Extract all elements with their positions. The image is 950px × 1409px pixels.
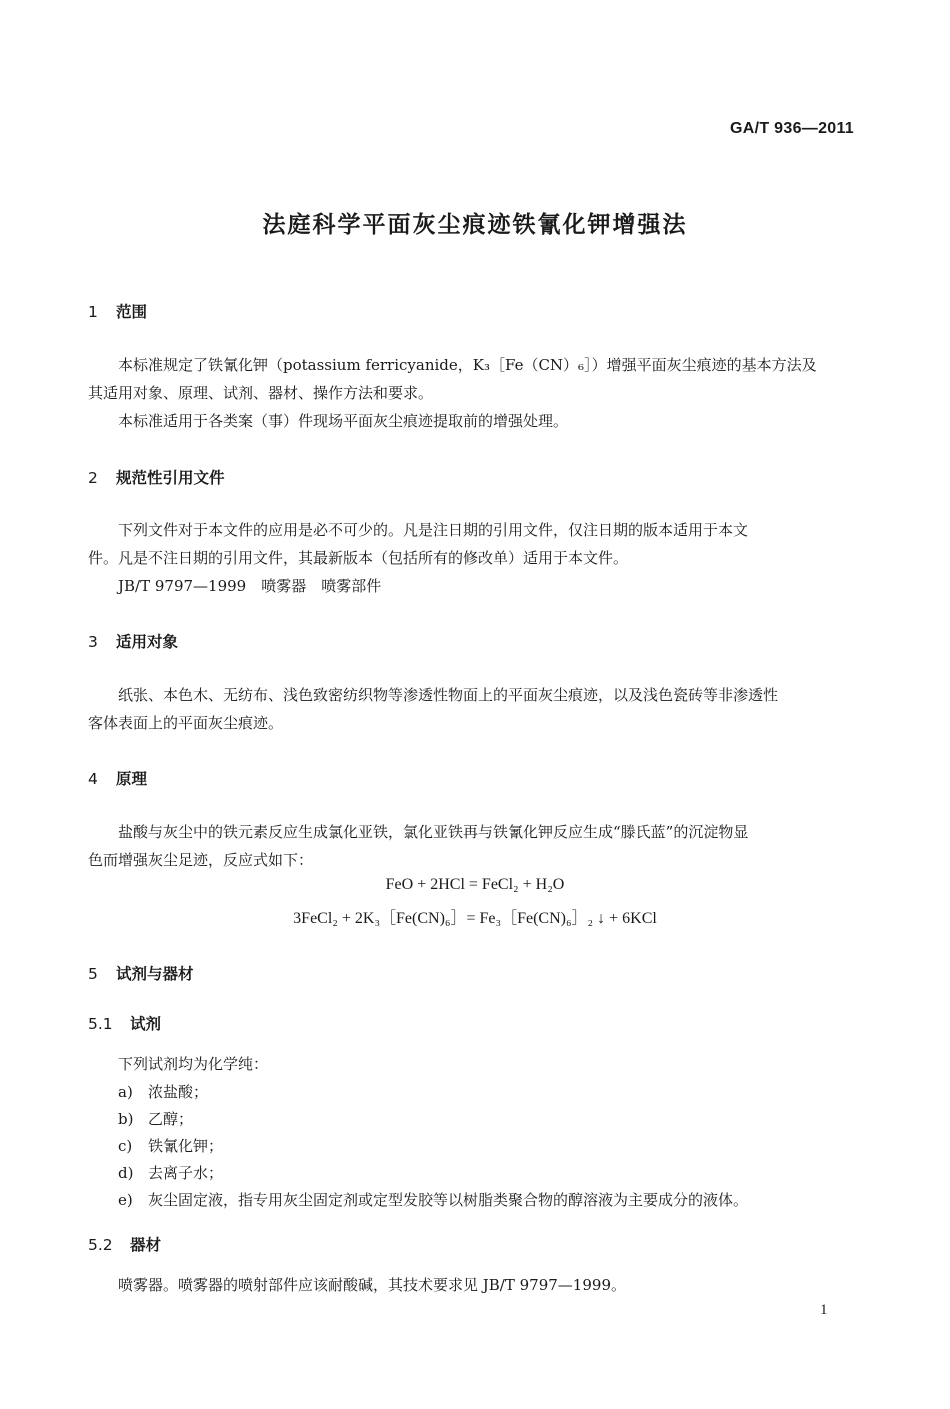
section-title: 试剂 bbox=[130, 1015, 162, 1033]
section-title: 范围 bbox=[116, 303, 148, 321]
normative-reference: JB/T 9797—1999 喷雾器 喷雾部件 bbox=[118, 577, 382, 595]
list-item bbox=[118, 1132, 223, 1160]
section-number: 4 bbox=[88, 770, 98, 788]
standard-code: GA/T 936—2011 bbox=[730, 120, 854, 137]
page-number: 1 bbox=[820, 1302, 828, 1318]
document-title: 法庭科学平面灰尘痕迹铁氰化钾增强法 bbox=[262, 212, 688, 238]
section-title: 适用对象 bbox=[116, 633, 179, 651]
list-item-text: 铁氰化钾； bbox=[148, 1137, 224, 1155]
section-number: 1 bbox=[88, 303, 98, 321]
paragraph-line: 下列文件对于本文件的应用是必不可少的。凡是注日期的引用文件，仅注日期的版本适用于本文 bbox=[118, 521, 749, 539]
paragraph-line: 本标准适用于各类案（事）件现场平面灰尘痕迹提取前的增强处理。 bbox=[118, 412, 569, 430]
section-2-heading bbox=[88, 466, 225, 488]
list-item bbox=[118, 1159, 223, 1187]
section-3-heading bbox=[88, 630, 178, 652]
list-item-label: c) bbox=[118, 1137, 133, 1155]
section-number: 5.1 bbox=[88, 1015, 113, 1033]
list-item-label: d) bbox=[118, 1164, 134, 1182]
section-number: 3 bbox=[88, 633, 98, 651]
paragraph-line: 盐酸与灰尘中的铁元素反应生成氯化亚铁，氯化亚铁再与铁氰化钾反应生成“滕氏蓝”的沉淀物显 bbox=[118, 823, 749, 841]
list-item-label: e) bbox=[118, 1191, 133, 1209]
section-5-1-heading bbox=[88, 1012, 161, 1034]
section-number: 2 bbox=[88, 469, 98, 487]
paragraph-line: 其适用对象、原理、试剂、器材、操作方法和要求。 bbox=[88, 384, 434, 402]
list-item-text: 去离子水； bbox=[148, 1164, 224, 1182]
list-item-text: 灰尘固定液，指专用灰尘固定剂或定型发胶等以树脂类聚合物的醇溶液为主要成分的液体。 bbox=[148, 1191, 749, 1209]
section-title: 试剂与器材 bbox=[116, 965, 194, 983]
section-title: 规范性引用文件 bbox=[116, 469, 225, 487]
paragraph-line: 纸张、本色木、无纺布、浅色致密纺织物等渗透性物面上的平面灰尘痕迹，以及浅色瓷砖等非渗透性 bbox=[118, 686, 779, 704]
reagent-intro: 下列试剂均为化学纯： bbox=[118, 1055, 269, 1073]
section-5-heading bbox=[88, 962, 194, 984]
list-item-label: a) bbox=[118, 1083, 133, 1101]
section-5-2-heading bbox=[88, 1233, 161, 1255]
list-item-text: 乙醇； bbox=[148, 1110, 194, 1128]
section-number: 5 bbox=[88, 965, 98, 983]
list-item bbox=[118, 1078, 208, 1106]
paragraph-line: 客体表面上的平面灰尘痕迹。 bbox=[88, 714, 284, 732]
list-item bbox=[118, 1186, 748, 1214]
reaction-equation-2: 3FeCl₂ + 2K₃［Fe(CN)₆］= Fe₃［Fe(CN)₆］₂ ↓ + 6KCl bbox=[293, 910, 657, 927]
paragraph-line: 本标准规定了铁氰化钾（potassium ferricyanide，K₃［Fe（CN）₆］）增强平面灰尘痕迹的基本方法及 bbox=[118, 356, 817, 374]
section-4-heading bbox=[88, 767, 147, 789]
section-number: 5.2 bbox=[88, 1236, 113, 1254]
list-item bbox=[118, 1105, 193, 1133]
equipment-text: 喷雾器。喷雾器的喷射部件应该耐酸碱，其技术要求见 JB/T 9797—1999。 bbox=[118, 1276, 626, 1294]
reaction-equation-1: FeO + 2HCl = FeCl₂ + H₂O bbox=[385, 876, 565, 893]
section-title: 器材 bbox=[130, 1236, 162, 1254]
section-1-heading bbox=[88, 300, 147, 322]
list-item-label: b) bbox=[118, 1110, 134, 1128]
paragraph-line: 件。凡是不注日期的引用文件，其最新版本（包括所有的修改单）适用于本文件。 bbox=[88, 549, 629, 567]
list-item-text: 浓盐酸； bbox=[148, 1083, 209, 1101]
paragraph-line: 色而增强灰尘足迹，反应式如下： bbox=[88, 851, 314, 869]
section-title: 原理 bbox=[116, 770, 148, 788]
